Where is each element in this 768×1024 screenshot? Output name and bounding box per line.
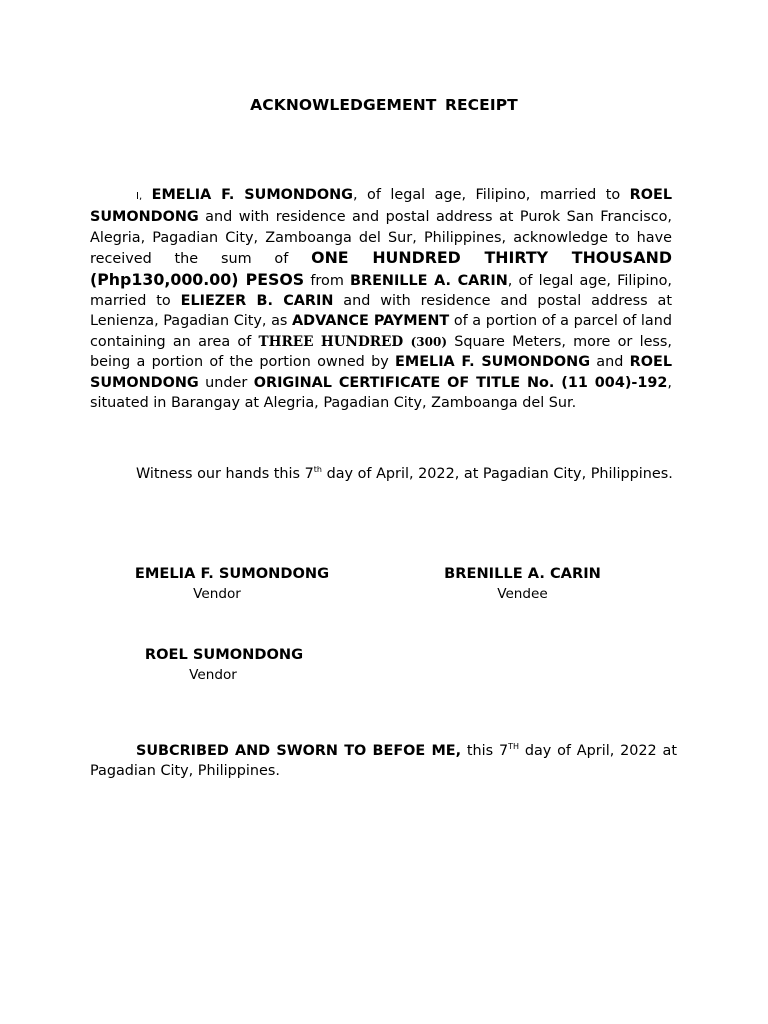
text-segment: day of April, 2022, at Pagadian City, Philippines.	[322, 466, 673, 482]
area-words: THREE HUNDRED	[258, 333, 404, 350]
certificate-of-title: ORIGINAL CERTIFICATE OF TITLE No. (11 004)-192	[253, 374, 668, 391]
signatory-vendee	[410, 564, 635, 604]
signatory-vendor-2	[124, 645, 324, 685]
signatory-role: Vendor	[189, 667, 237, 683]
jurat-heading: SUBCRIBED AND SWORN TO BEFOE ME,	[136, 743, 462, 759]
payment-type: ADVANCE PAYMENT	[291, 313, 450, 330]
ordinal-suffix: TH	[508, 742, 520, 751]
text-segment: from	[304, 272, 351, 289]
vendee-spouse-name: ELIEZER B. CARIN	[180, 293, 334, 310]
area-number: (300)	[410, 334, 448, 349]
text-segment: day of April, 2022 at Pagadian City, Philippines.	[90, 743, 677, 780]
text-segment: , of legal age, Filipino, married to	[90, 272, 672, 310]
text-segment: , of legal age, Filipino, married to	[352, 187, 630, 203]
vendee-name: BRENILLE A. CARIN	[350, 272, 508, 289]
receipt-paragraph	[90, 185, 672, 413]
signatory-name: ROEL SUMONDONG	[144, 646, 304, 663]
text-segment: and with residence and postal address at Purok San Francisco, Alegria, Pagadian City, Zamboanga del Sur, Philippines, acknowledge to have received the sum of	[90, 209, 672, 268]
signatory-role: Vendor	[193, 586, 241, 602]
text-segment: , situated in Barangay at Alegria, Pagadian City, Zamboanga del Sur.	[90, 374, 672, 412]
text-segment: Square Meters, more or less, being a portion of the portion owned by	[90, 333, 672, 371]
owner-name: EMELIA F. SUMONDONG	[395, 354, 591, 371]
text-segment: and with residence and postal address at Lenienza, Pagadian City, as	[90, 293, 673, 330]
owner-spouse-name: ROEL SUMONDONG	[90, 354, 672, 391]
text-segment: this 7	[461, 743, 509, 759]
jurat-paragraph	[90, 741, 677, 782]
vendor-name: EMELIA F. SUMONDONG	[151, 187, 353, 203]
text-segment: of a portion of a parcel of land containing an area of	[90, 313, 673, 350]
witness-paragraph	[90, 464, 677, 484]
amount-received: ONE HUNDRED THIRTY THOUSAND (Php130,000.00) PESOS	[90, 248, 672, 289]
vendor-spouse-name: ROEL SUMONDONG	[90, 187, 672, 226]
pronoun: I,	[136, 191, 143, 202]
text-segment: and	[590, 354, 630, 371]
ordinal-suffix: th	[313, 465, 322, 474]
text-segment: Witness our hands this 7	[136, 466, 314, 482]
land-area	[258, 334, 447, 350]
document-title: ACKNOWLEDGEMENT RECEIPT	[250, 96, 518, 114]
signatory-role: Vendee	[497, 586, 548, 602]
text-segment: under	[198, 374, 254, 391]
signatory-name: EMELIA F. SUMONDONG	[134, 565, 330, 582]
signatory-name: BRENILLE A. CARIN	[444, 565, 601, 582]
signatory-vendor-1	[114, 564, 350, 604]
